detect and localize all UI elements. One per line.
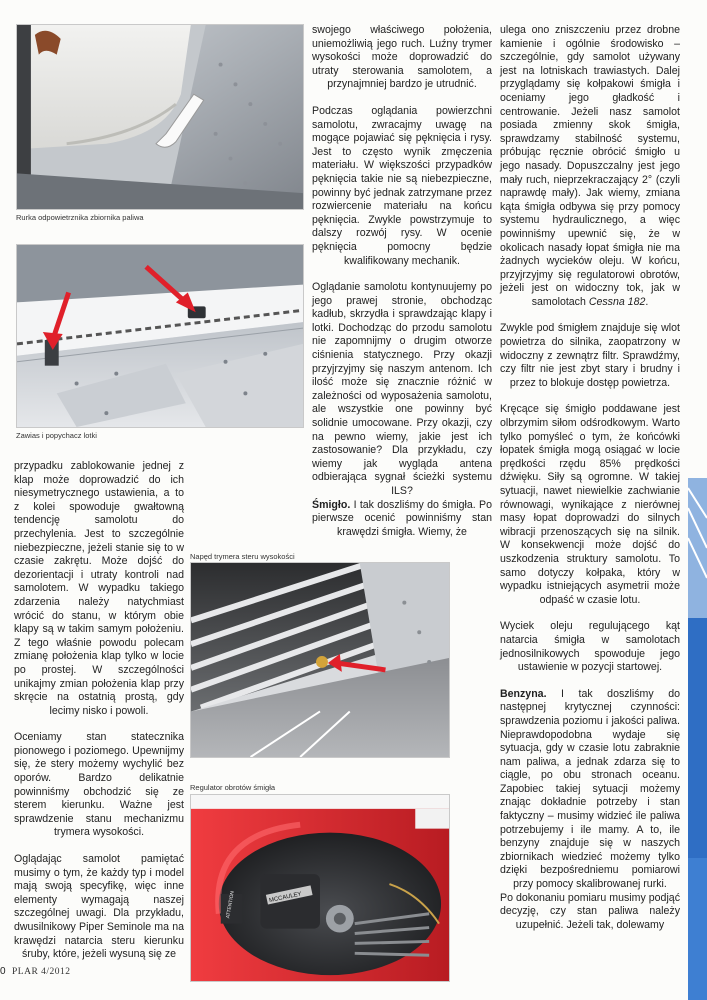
paragraph: Wyciek oleju regulującego kąt natarcia śmigła w samolotach jednosilnikowych spowoduje jego ustawienie w pozycji startowej. [500, 620, 680, 674]
paragraph: Oglądając samolot pamiętać musimy o tym, że każdy typ i model mają swoją specyfikę, więc inne elementy wymagają naszej szczególnej uwagi. Dla przykładu, dwusilnikowy Piper Seminole ma na krawędzi natarcia steru kierunku śruby, które, jeżeli wysuną się ze [14, 853, 184, 961]
paragraph: swojego właściwego położenia, uniemożliwią jego ruch. Luźny trymer wysokości może doprowadzić do utraty sterowania samolotem, a przynajmniej bardzo je utrudnić. [312, 24, 492, 91]
paragraph-text: ulega ono zniszczeniu przez drobne kamienie i ogólnie środowisko – szczególnie, gdy samolot używany jest na lotniskach trawiastych. Dalej przyglądamy się kołpakowi śmigła i oceniamy jego gładkość i centrowanie. Jeżeli nasz samolot posiada zmienny skok śmigła, sprawdzamy stabilność systemu, próbując ręcznie obrócić śmigło u jego nasady. Dopuszczalny jest jego mały ruch, nieprzekraczający 2° (czyli naprawdę mały). Jak wiemy, zmiana kąta śmigła odbywa się przy pomocy systemu hydraulicznego, a więc powinniśmy upewnić się, że w okolicach nasady łopat śmigła nie ma żadnych wycieków oleju. W końcu, przyjrzyjmy się regulatorowi obrotów, jeżeli jest on widoczny tok, jak w samolotach [500, 24, 680, 308]
photo-aileron-hinge [16, 244, 304, 428]
paragraph: przypadku zablokowanie jednej z klap może doprowadzić do ich niesymetrycznego ustawienia, a to z kolei spowoduje gwałtowną tendencję samolotu do przechylenia. Jest to szczególnie niebezpieczne, jeżeli stanie się to w czasie zakrętu. Może dojść do dezorientacji i utraty kontroli nad samolotem. W wypadku takiego zdarzenia należy natychmiast wrócić do stanu, w którym obie klapy są w takim samym położeniu. Z tego właśnie powodu polecam zmianę położenia klap tylko w locie po prostej. W szczególności unikajmy zmian położenia klap przy skręcie na ostatnią prostą, gdy lecimy nisko i powoli. [14, 460, 184, 717]
caption-photo4: Regulator obrotów śmigła [190, 783, 276, 792]
page-number: 0 [0, 966, 6, 977]
paragraph-text: I tak doszliśmy do następnej krytycznej czynności: sprawdzenia poziomu i jakości paliwa. Nieprawdopodobna wydaje się sytuacja, gdy w czasie lotu zabraknie nam paliwa, a jednak zdarza się to ciągle, po obu stronach oceanu. Zapobiec takiej sytuacji możemy znając dokładnie potrzeby i stan faktyczny – musimy widzieć ile paliwa potrzebujemy i ile mamy. A to, ile benzyny znajduje się w naszych zbiornikach wiedzieć możemy tylko dzięki bezpośredniemu pomiarowi przy pomocy skalibrowanej rurki. [500, 687, 680, 891]
paragraph [500, 24, 680, 309]
paragraph: Kręcące się śmigło poddawane jest olbrzymim siłom odśrodkowym. Warto tylko pomyśleć o tym, że końcówki łopatek śmigła mogą osiągać w locie prędkości rzędu 85% prędkości dźwięku. Siły są ogromne. W takiej sytuacji, nawet niewielkie zachwianie równowagi, wynikające z nierównej masy łopat doprowadzi do silnych wibracji przenoszących się na silnik. W konsekwencji może dojść do uszkodzenia struktury samolotu. To samo dotyczy kołpaka, który w wypadku istniejących asymetrii może odpaść w czasie lotu. [500, 403, 680, 606]
paragraph-text: Oglądanie samolotu kontynuujemy po jego prawej stronie, obchodząc kadłub, skrzydła i sprawdzając klapy i lotki. Dochodząc do przodu samolotu nie zapomnijmy o drugim otworze ciśnienia statycznego. Przy okazji przyjrzyjmy się naszym antenom. Ich ilość może się znacznie różnić w zależności od wyposażenia samolotu, ale wszystkie one powinny być solidnie umocowane. Przy okazji, czy na pewno wiemy, jakie jest ich zastosowanie? Dla przykładu, czy wiemy jak wygląda antena odbierająca sygnał ścieżki systemu ILS? [312, 281, 492, 497]
paragraph-text: I tak doszliśmy do śmigła. Po pierwsze ocenić powinniśmy stan krawędzi śmigła. Wiemy, że [312, 498, 492, 538]
paragraph: Oceniamy stan statecznika pionowego i poziomego. Upewnijmy się, że stery możemy wychylić bez oporów. Bardzo delikatnie powinniśmy obchodzić się ze sterem kierunku. Ważne jest sprawdzenie stanu mechanizmu trymera wysokości. [14, 731, 184, 839]
paragraph: Podczas oglądania powierzchni samolotu, zwracajmy uwagę na mogące pojawiać się pęknięcia i rysy. Jest to często wynik zmęczenia materiału. W większości przypadków pęknięcia takie nie są niebezpieczne, powinny być jednak zatrzymane przez rozwiercenie materiału na końcu pęknięcia. Zwykle powstrzymuje to dalszy rozwój rysy. W ocenie pęknięcia pomocny będzie kwalifikowany mechanik. [312, 104, 492, 267]
paragraph: Po dokonaniu pomiaru musimy podjąć decyzję, czy stan paliwa należy uzupełnić. Jeżeli tak, dolewamy [500, 891, 680, 931]
caption-photo1: Rurka odpowietrznika zbiornika paliwa [16, 213, 144, 222]
aircraft-model: Cessna 182 [588, 295, 646, 308]
governor-label-warning: ATTENTION [226, 890, 236, 919]
governor-label-brand: MCCAULEY [268, 891, 303, 905]
photo-fuel-vent-tube [16, 24, 304, 210]
paragraph: Zwykle pod śmigłem znajduje się wlot powietrza do silnika, zaopatrzony w widoczny z zewnątrz filtr. Sprawdźmy, czy filtr nie jest zbyt stary i brudny i przez to blokuje dostęp powietrza. [500, 322, 680, 389]
next-page-edge [688, 478, 707, 1000]
photo-elevator-trim-drive [190, 562, 450, 758]
paragraph [312, 281, 492, 499]
run-in-heading: Śmigło. [312, 498, 351, 511]
text-column-middle [312, 24, 492, 552]
magazine-issue: PLAR 4/2012 [12, 967, 71, 977]
text-column-right [500, 24, 680, 945]
text-column-left [14, 460, 184, 975]
photo-propeller-governor [190, 794, 450, 982]
paragraph-run-in [500, 688, 680, 892]
caption-photo3: Napęd trymera steru wysokości [190, 552, 295, 561]
paragraph-run-in [312, 499, 492, 540]
paragraph-text: . [645, 295, 649, 308]
caption-photo2: Zawias i popychacz lotki [16, 431, 97, 440]
run-in-heading: Benzyna. [500, 687, 547, 700]
